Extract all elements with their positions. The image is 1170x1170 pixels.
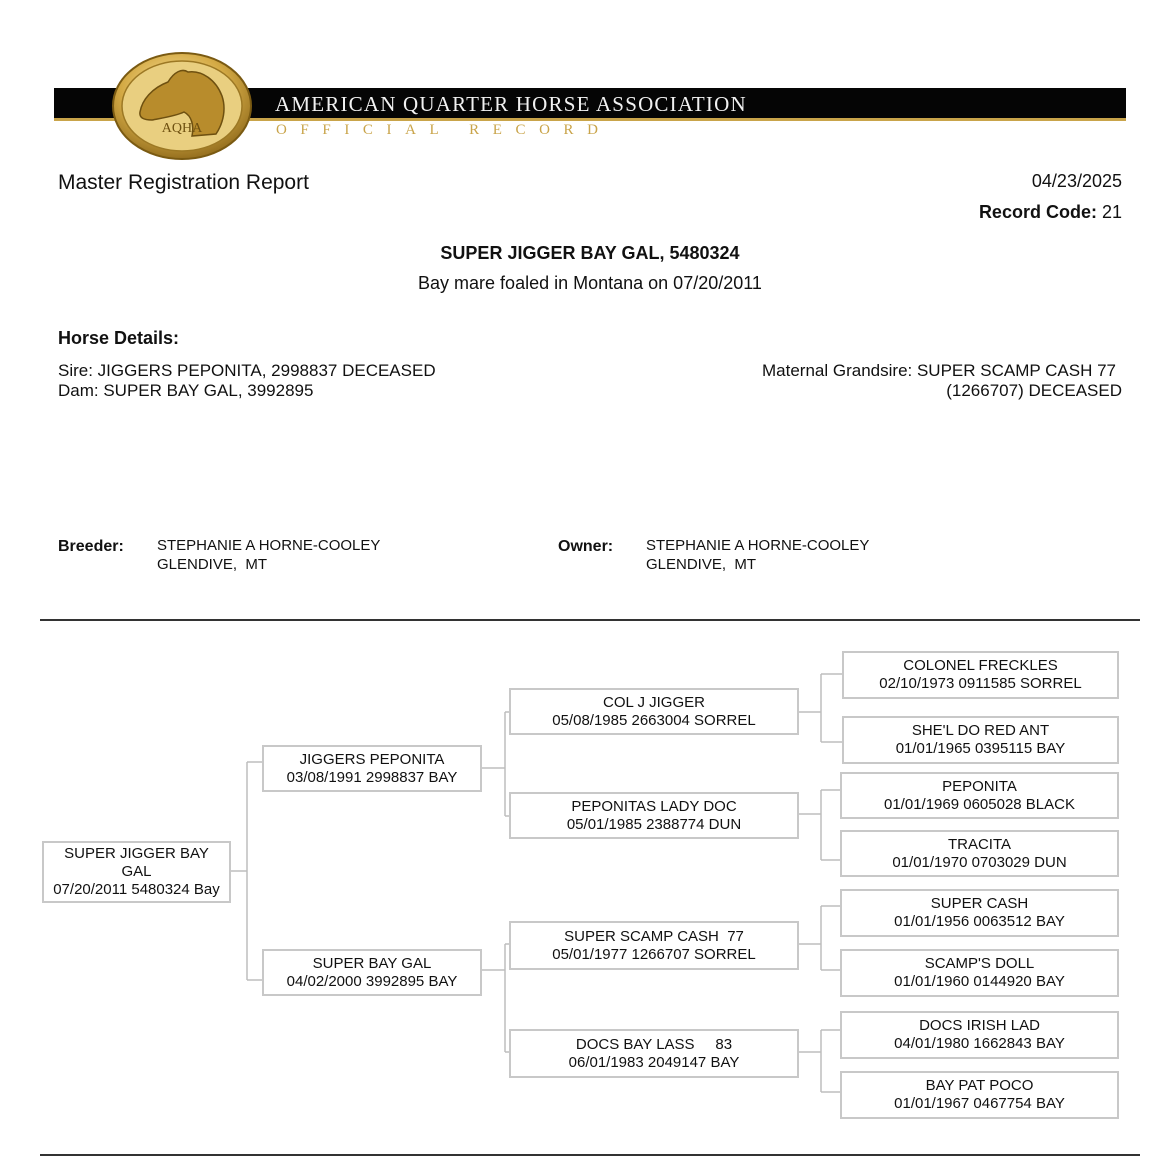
great-grandparent-info: 01/01/1956 0063512 BAY <box>894 913 1065 930</box>
horse-description: Bay mare foaled in Montana on 07/20/2011 <box>418 273 762 293</box>
great-grandparent-name: SUPER CASH <box>930 895 1029 912</box>
great-grandparent-name: BAY PAT POCO <box>925 1077 1034 1094</box>
great-grandparent-info: 01/01/1960 0144920 BAY <box>894 973 1065 990</box>
grandparent-name: PEPONITAS LADY DOC <box>571 797 737 815</box>
great-grandparent-name: SHE'L DO RED ANT <box>911 722 1050 739</box>
pedigree-sire <box>262 745 482 792</box>
sire-detail: Sire: JIGGERS PEPONITA, 2998837 DECEASED <box>58 361 436 380</box>
pedigree-grandparent <box>509 688 799 735</box>
grandparent-name: DOCS BAY LASS 83 <box>575 1035 733 1053</box>
great-grandparent-name: DOCS IRISH LAD <box>919 1017 1040 1034</box>
maternal-grandsire-line2: (1266707) DECEASED <box>946 381 1122 400</box>
sire-info: 03/08/1991 2998837 BAY <box>286 768 458 786</box>
grandparent-name: COL J JIGGER <box>603 693 705 711</box>
pedigree-subject <box>42 841 231 903</box>
pedigree-great-grandparent <box>842 716 1119 764</box>
great-grandparent-info: 01/01/1965 0395115 BAY <box>895 740 1066 757</box>
great-grandparent-info: 01/01/1970 0703029 DUN <box>892 853 1067 871</box>
organization-name: AMERICAN QUARTER HORSE ASSOCIATION <box>275 92 747 116</box>
breeder-location: GLENDIVE, MT <box>157 556 268 573</box>
great-grandparent-info: 01/01/1969 0605028 BLACK <box>884 795 1075 813</box>
pedigree-grandparent <box>509 921 799 970</box>
grandparent-info: 05/01/1985 2388774 DUN <box>566 815 742 833</box>
grandparent-name: SUPER SCAMP CASH 77 <box>564 927 744 945</box>
subject-name-line2: GAL <box>121 863 152 880</box>
great-grandparent-name: SCAMP'S DOLL <box>924 955 1035 972</box>
breeder-name: STEPHANIE A HORNE-COOLEY <box>157 537 381 554</box>
great-grandparent-info: 02/10/1973 0911585 SORREL <box>879 675 1082 692</box>
sire-name: JIGGERS PEPONITA <box>299 750 445 768</box>
grandparent-info: 05/08/1985 2663004 SORREL <box>552 711 756 729</box>
breeder-label: Breeder: <box>58 538 124 555</box>
pedigree-great-grandparent <box>840 949 1119 997</box>
report-title: Master Registration Report <box>58 171 309 194</box>
great-grandparent-name: PEPONITA <box>942 777 1017 795</box>
owner-location: GLENDIVE, MT <box>646 556 757 573</box>
pedigree-great-grandparent <box>840 1011 1119 1059</box>
pedigree-great-grandparent <box>840 830 1119 877</box>
maternal-grandsire-line1: Maternal Grandsire: SUPER SCAMP CASH 77 <box>762 361 1116 380</box>
dam-name: SUPER BAY GAL <box>312 954 432 972</box>
record-code-label: Record Code: <box>978 202 1097 222</box>
horse-details-heading: Horse Details: <box>58 328 180 348</box>
dam-detail: Dam: SUPER BAY GAL, 3992895 <box>58 381 314 400</box>
great-grandparent-info: 04/01/1980 1662843 BAY <box>894 1035 1065 1052</box>
record-code-value: 21 <box>1101 202 1122 222</box>
pedigree-great-grandparent <box>840 1071 1119 1119</box>
report-date: 04/23/2025 <box>1031 171 1122 191</box>
pedigree-dam <box>262 949 482 996</box>
svg-text:AQHA: AQHA <box>161 121 203 136</box>
pedigree-great-grandparent <box>840 772 1119 819</box>
pedigree-great-grandparent <box>840 889 1119 937</box>
pedigree-grandparent <box>509 792 799 839</box>
dam-info: 04/02/2000 3992895 BAY <box>286 972 458 990</box>
subject-info: 07/20/2011 5480324 Bay <box>53 881 220 898</box>
pedigree-grandparent <box>509 1029 799 1078</box>
banner-subtitle: OFFICIAL RECORD <box>276 122 612 138</box>
great-grandparent-info: 01/01/1967 0467754 BAY <box>894 1095 1065 1112</box>
great-grandparent-name: COLONEL FRECKLES <box>903 657 1058 674</box>
great-grandparent-name: TRACITA <box>947 835 1012 853</box>
horse-name: SUPER JIGGER BAY GAL, 5480324 <box>440 243 740 263</box>
owner-name: STEPHANIE A HORNE-COOLEY <box>646 537 870 554</box>
pedigree-great-grandparent <box>842 651 1119 699</box>
owner-label: Owner: <box>558 538 614 555</box>
grandparent-info: 05/01/1977 1266707 SORREL <box>552 945 756 963</box>
subject-name-line1: SUPER JIGGER BAY <box>64 845 209 862</box>
grandparent-info: 06/01/1983 2049147 BAY <box>568 1053 740 1071</box>
